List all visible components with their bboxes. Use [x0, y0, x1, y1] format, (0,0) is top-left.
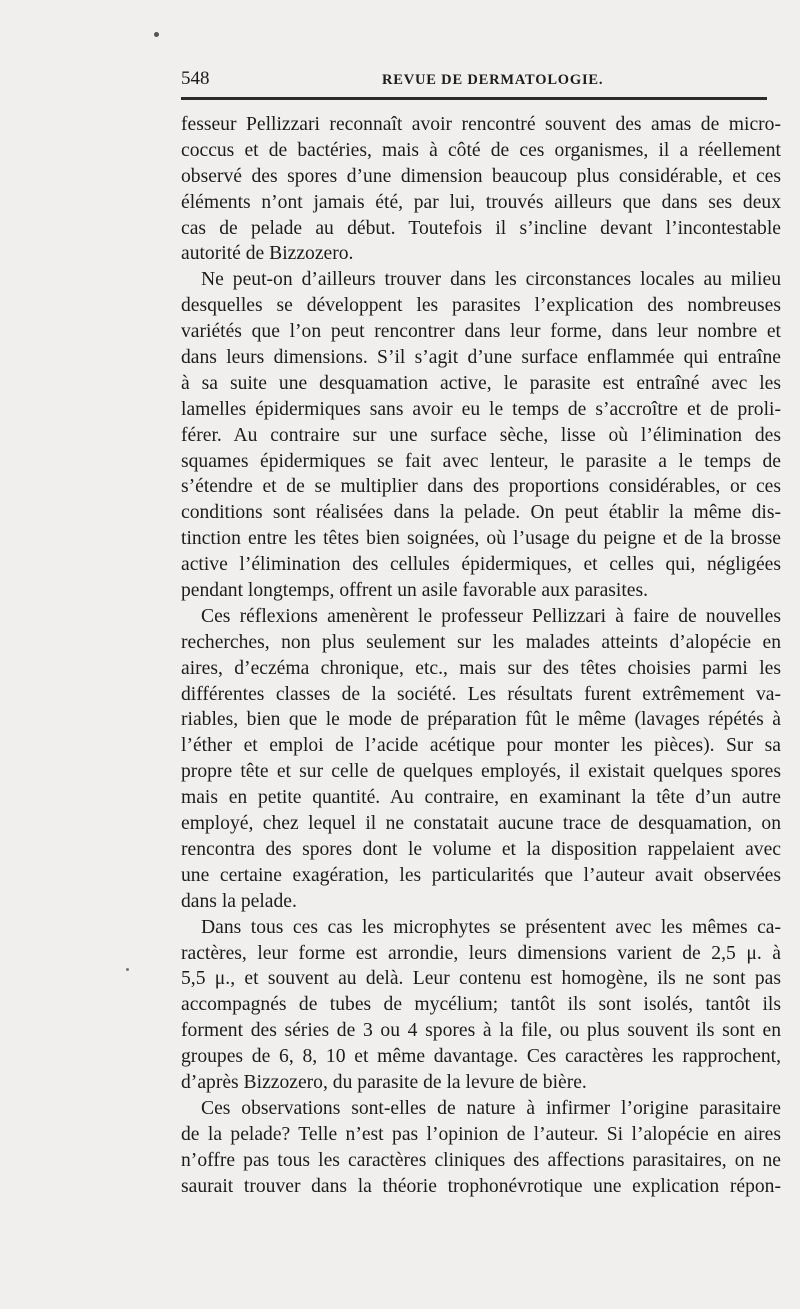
text-line: riables, bien que le mode de préparation fût le même (lavages répétés à: [181, 709, 781, 731]
text-line: employé, chez lequel il ne constatait aucune trace de desquamation, on: [181, 813, 781, 835]
text-line: mais en petite quantité. Au contraire, en examinant la tête d’un autre: [181, 787, 781, 809]
text-line: de la pelade? Telle n’est pas l’opinion de l’auteur. Si l’alopécie en aires: [181, 1123, 781, 1145]
text-line: fesseur Pellizzari reconnaît avoir rencontré souvent des amas de micro-: [181, 114, 781, 135]
text-line: s’étendre et de se multiplier dans des proportions considérables, or ces: [181, 476, 781, 498]
text-line: saurait trouver dans la théorie trophonévrotique une explication répon-: [181, 1175, 781, 1197]
text-line: différentes classes de la société. Les résultats furent extrêmement va-: [181, 683, 781, 705]
ink-speck: [154, 32, 159, 37]
text-line: desquelles se développent les parasites l’explication des nombreuses: [181, 295, 781, 317]
ink-speck: [126, 968, 129, 971]
text-line: accompagnés de tubes de mycélium; tantôt ils sont isolés, tantôt ils: [181, 994, 781, 1016]
text-line: à sa suite une desquamation active, le parasite est entraîné avec les: [181, 372, 781, 394]
text-line: coccus et de bactéries, mais à côté de ces organismes, il a réellement: [181, 139, 781, 161]
text-line: Ne peut-on d’ailleurs trouver dans les circonstances locales au milieu: [201, 269, 781, 291]
text-line: pendant longtemps, offrent un asile favorable aux parasites.: [181, 580, 649, 602]
text-line: recherches, non plus seulement sur les malades atteints d’alopécie en: [181, 631, 781, 653]
text-line: n’offre pas tous les caractères cliniques des affections parasitaires, on ne: [181, 1149, 781, 1171]
text-line: l’éther et emploi de l’acide acétique pour monter les pièces). Sur sa: [181, 735, 781, 757]
text-line: autorité de Bizzozero.: [181, 243, 354, 265]
text-line: cas de pelade au début. Toutefois il s’incline devant l’incontestable: [181, 217, 781, 239]
page-number: 548: [181, 68, 210, 89]
text-line: groupes de 6, 8, 10 et même davantage. Ces caractères les rapprochent,: [181, 1046, 781, 1068]
text-line: d’après Bizzozero, du parasite de la levure de bière.: [181, 1071, 587, 1093]
body-text: [181, 112, 781, 1199]
header-rule: [181, 97, 767, 100]
text-line: aires, d’eczéma chronique, etc., mais sur des têtes choisies parmi les: [181, 657, 781, 679]
text-line: tinction entre les têtes bien soignées, où l’usage du peigne et de la brosse: [181, 528, 781, 550]
text-line: dans leurs dimensions. S’il s’agit d’une surface enflammée qui entraîne: [181, 347, 781, 369]
text-line: rencontra des spores dont le volume et la disposition rappelaient avec: [181, 838, 781, 860]
running-title: REVUE DE DERMATOLOGIE.: [382, 72, 604, 88]
page-header: [181, 66, 767, 96]
text-line: squames épidermiques se fait avec lenteur, le parasite a le temps de: [181, 450, 781, 472]
text-line: Dans tous ces cas les microphytes se présentent avec les mêmes ca-: [201, 916, 781, 938]
text-line: Ces observations sont-elles de nature à infirmer l’origine parasitaire: [201, 1097, 781, 1119]
text-line: lamelles épidermiques sans avoir eu le temps de s’accroître et de proli-: [181, 398, 781, 420]
text-line: active l’élimination des cellules épidermiques, et celles qui, négligées: [181, 554, 781, 576]
text-line: propre tête et sur celle de quelques employés, il existait quelques spores: [181, 761, 781, 783]
text-line: forment des séries de 3 ou 4 spores à la file, ou plus souvent ils sont en: [181, 1020, 781, 1042]
text-line: une certaine exagération, les particularités que l’auteur avait observées: [181, 864, 781, 886]
text-line: ractères, leur forme est arrondie, leurs dimensions varient de 2,5 μ. à: [181, 942, 781, 964]
text-line: Ces réflexions amenèrent le professeur Pellizzari à faire de nouvelles: [201, 605, 781, 627]
text-line: observé des spores d’une dimension beaucoup plus considérable, et ces: [181, 165, 781, 187]
text-line: férer. Au contraire sur une surface sèche, lisse où l’élimination des: [181, 424, 781, 446]
text-line: éléments n’ont jamais été, par lui, trouvés ailleurs que dans ses deux: [181, 191, 781, 213]
text-line: conditions sont réalisées dans la pelade. On peut établir la même dis-: [181, 502, 781, 524]
text-line: dans la pelade.: [181, 890, 297, 912]
text-line: variétés que l’on peut rencontrer dans leur forme, dans leur nombre et: [181, 321, 781, 343]
text-line: 5,5 μ., et souvent au delà. Leur contenu est homogène, ils ne sont pas: [181, 968, 781, 990]
